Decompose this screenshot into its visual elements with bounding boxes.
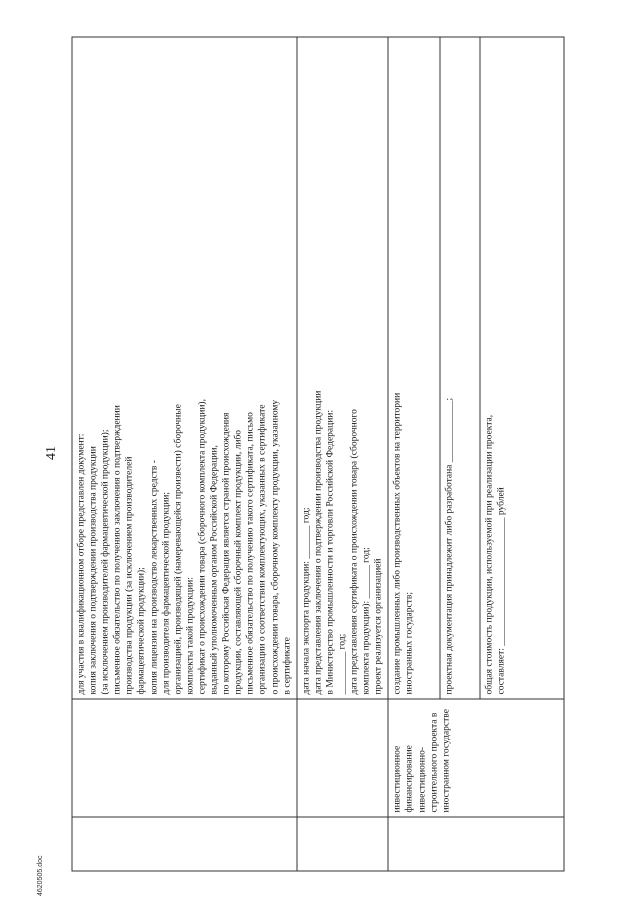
table-cell-export-dates — [297, 37, 389, 699]
rotated-table-container — [72, 37, 536, 872]
industrial-objects-text: создание промышленных либо производственных объектов на территории иностранных государств; — [392, 392, 415, 695]
requirements-text: для участия в квалификационном отборе представлен документ: копия заключения о подтверждении производства продукции (за исключением производителей фармацевтической продукции); письменное обязательство по получению заключения о подтверждении производства продукции (за исключением производителей фармацевтической продукции); копия лицензии на производство лекарственных средств - для производителя фармацевтической продукции; организацией, производящей (намеревающейся произвести) сборочные комплекты такой продукции: сертификат о происхождении товара (сборочного комплекта продукции), выданный уполномоченным органом Российской Федерации, по которому Российская Федерация является страной происхождения продукции, составляющей сборочный комплект продукции, либо письменное обязательство по получению такого сертификата, письмо организации о соответствии комплектующих, указанных в сертификате о происхождении товара, сборочному комплекту продукции, указанному в сертификате — [76, 399, 293, 695]
table-cell-industrial-objects — [388, 37, 440, 699]
requirements-table — [72, 37, 565, 872]
table-cell — [72, 817, 297, 871]
document-code: 4620505.doc — [37, 855, 44, 896]
investment-title-text: инвестиционное финансирование инвестиционно-строительного проекта в иностранном государстве — [392, 709, 452, 813]
table-row — [388, 37, 440, 871]
table-cell — [297, 817, 389, 871]
total-cost-text: общая стоимость продукции, используемой при реализации проекта, составляет: ___________________________ рублей — [484, 414, 507, 695]
table-cell-requirements — [72, 37, 297, 699]
page-number: 41 — [44, 446, 59, 460]
table-cell-total-cost — [480, 37, 564, 699]
table-cell — [388, 817, 564, 871]
project-docs-text: проектная документация принадлежит либо разработана _____________; — [444, 397, 455, 695]
table-cell — [72, 699, 297, 817]
table-cell — [297, 699, 389, 817]
table-row — [72, 37, 297, 871]
table-cell-project-docs — [440, 37, 480, 699]
export-dates-text: дата начала экспорта продукции: _______ год; дата представления заключения о подтверждении производства продукции в Министерство промышленности и торговли Российской Федерации: _________ год; дата представления сертификата о происхождении товара (сборочного комплекта продукции): _______ год; проект реализуется организацией — [301, 390, 384, 695]
table-cell-investment-title — [388, 699, 564, 817]
table-row — [297, 37, 389, 871]
